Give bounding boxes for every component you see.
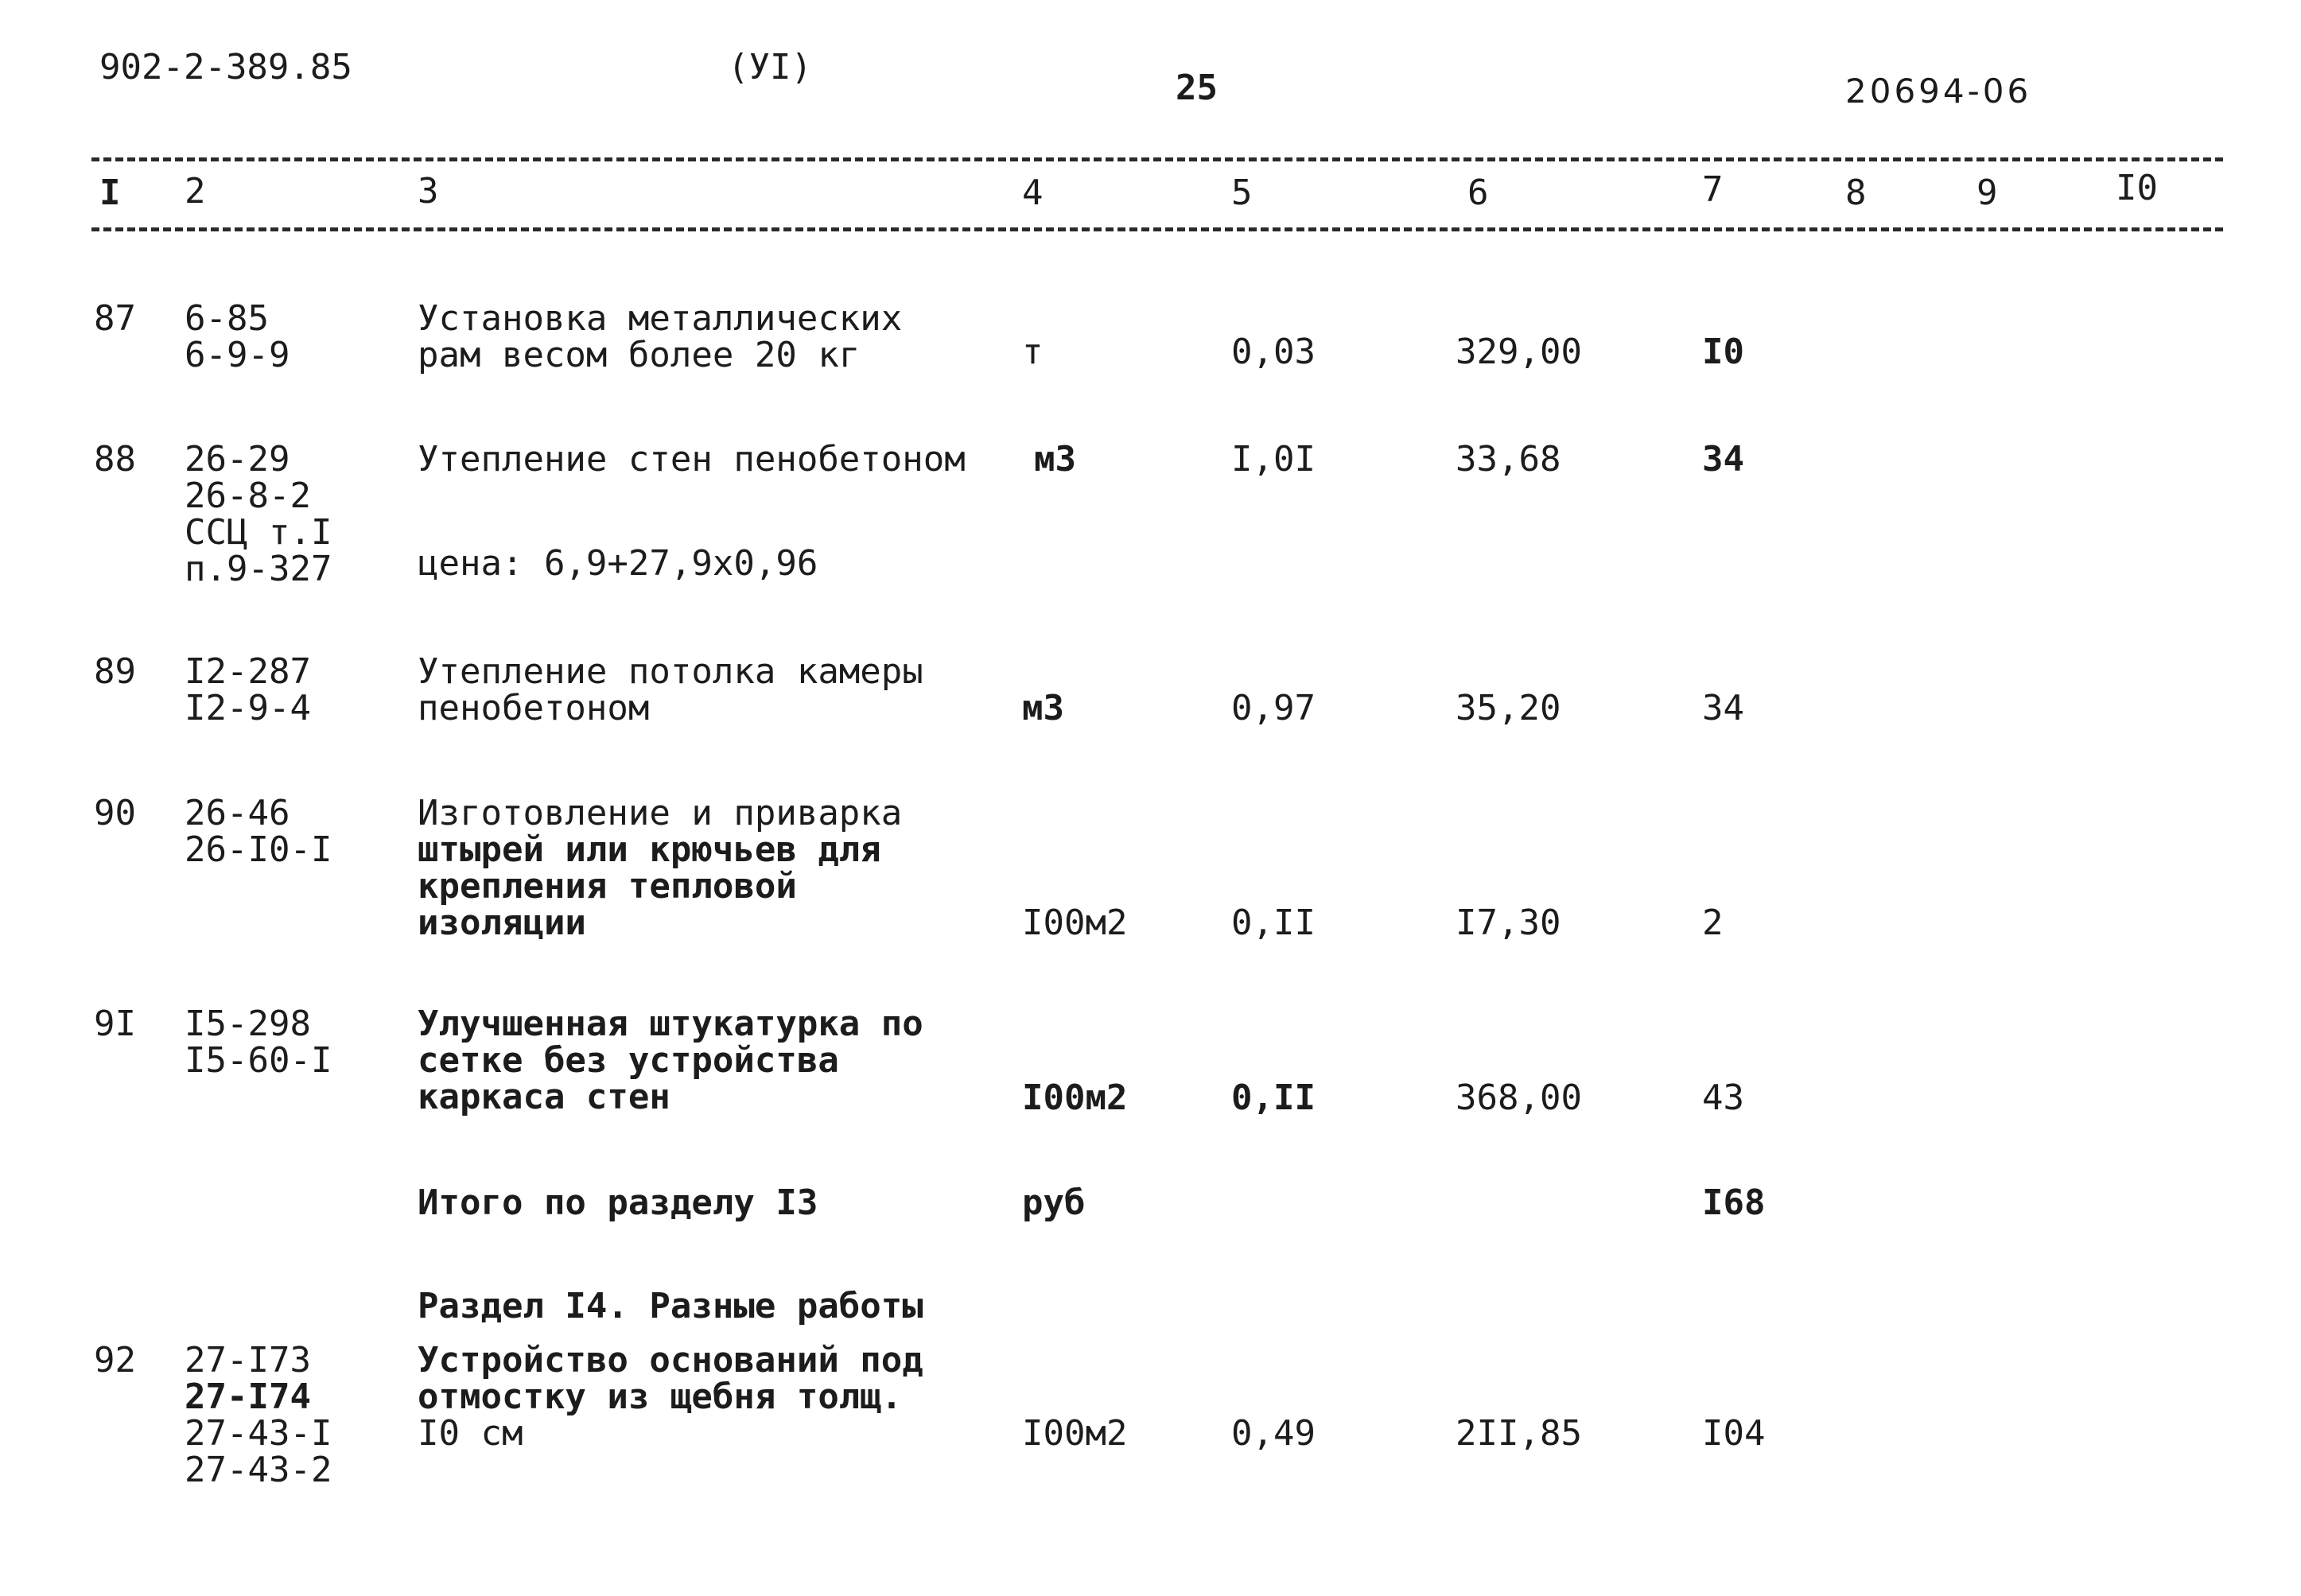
desc-line: Утепление потолка камеры [418,651,923,692]
row-unit-price: 329,00 [1456,332,1582,372]
code-line: 26-8-2 [185,476,311,516]
desc-line: пенобетоном [418,688,650,728]
row-quantity: 0,97 [1231,688,1316,728]
desc-line: Изготовление и приварка [418,793,903,833]
desc-line: Устройство оснований под [418,1340,923,1380]
column-header-4: 4 [1022,173,1044,213]
desc-line: отмостку из щебня толщ. [418,1377,903,1417]
code-line: ССЦ т.I [185,512,332,553]
row-unit-price: 2II,85 [1456,1413,1582,1454]
code-line: 27-43-2 [185,1450,332,1490]
code-line: 26-I0-I [185,829,332,870]
code-line: 26-46 [185,793,290,833]
code-line: 27-I74 [185,1377,311,1417]
row-number: 92 [94,1340,136,1380]
row-description [418,651,923,728]
desc-line: I0 см [418,1413,523,1454]
row-description [418,795,902,942]
row-description [418,298,903,375]
column-header-3: 3 [418,171,439,212]
section-heading: Раздел I4. Разные работы [418,1286,923,1326]
row-unit-price: 33,68 [1456,439,1561,480]
row-quantity: 0,49 [1231,1413,1316,1454]
section-total-value: I68 [1702,1182,1766,1223]
desc-line: Утепление стен пенобетоном [418,439,966,480]
row-unit: I00м2 [1022,903,1128,943]
code-line: 26-29 [185,439,290,480]
code-line: 27-43-I [185,1413,332,1454]
row-unit: т [1022,332,1044,372]
row-codes [185,1006,332,1079]
row-description [418,441,966,478]
row-unit: I00м2 [1022,1413,1128,1454]
desc-line: Улучшенная штукатурка по [418,1004,923,1044]
column-header-9: 9 [1976,173,1998,213]
section-total-label: Итого по разделу I3 [418,1182,818,1223]
row-total: I0 [1702,332,1744,372]
row-codes [185,795,332,868]
page-number: 25 [1176,68,1218,108]
row-total: 34 [1702,688,1744,728]
row-unit-price: 368,00 [1456,1078,1582,1118]
column-header-6: 6 [1467,173,1489,213]
desc-line: рам весом более 20 кг [418,335,861,375]
code-line: I5-298 [185,1004,311,1044]
row-number: 9I [94,1004,136,1044]
row-quantity: I,0I [1231,439,1316,480]
desc-line: изоляции [418,903,586,943]
header-top-rule [91,157,2223,161]
code-line: I5-60-I [185,1040,332,1081]
handwritten-number: 20694-06 [1845,72,2032,111]
desc-line: каркаса стен [418,1077,670,1117]
code-line: 6-85 [185,298,269,339]
code-line: п.9-327 [185,549,332,589]
code-line: I2-9-4 [185,688,311,728]
row-codes [185,651,311,728]
column-header-2: 2 [185,171,206,212]
row-number: 87 [94,298,136,339]
row-total: 43 [1702,1078,1744,1118]
document-code: 902-2-389.85 [99,47,352,87]
row-quantity: 0,II [1231,903,1316,943]
header-bottom-rule [91,227,2223,231]
code-line: I2-287 [185,651,311,692]
desc-line: крепления тепловой [418,866,797,907]
row-description [418,1006,923,1116]
row-total: 34 [1702,439,1744,480]
row-unit-price: 35,20 [1456,688,1561,728]
desc-line: сетке без устройства [418,1040,839,1081]
column-header-7: 7 [1702,169,1724,210]
column-header-1: I [99,173,121,213]
column-header-8: 8 [1845,173,1867,213]
code-line: 27-I73 [185,1340,311,1380]
row-quantity: 0,II [1231,1078,1316,1118]
column-header-10: I0 [2116,168,2158,208]
row-unit: I00м2 [1022,1078,1128,1118]
row-price-note: цена: 6,9+27,9х0,96 [418,543,818,584]
row-codes [185,1342,332,1489]
document-part: (УI) [728,47,812,87]
row-codes [185,298,290,375]
row-unit: м3 [1034,439,1076,480]
row-total: 2 [1702,903,1724,943]
row-quantity: 0,03 [1231,332,1316,372]
code-line: 6-9-9 [185,335,290,375]
row-codes [185,441,332,588]
section-total-unit: руб [1022,1182,1086,1223]
row-description [418,1342,923,1452]
row-total: I04 [1702,1413,1766,1454]
column-header-5: 5 [1231,173,1253,213]
desc-line: Установка металлических [418,298,903,339]
desc-line: штырей или крючьев для [418,829,881,870]
row-number: 88 [94,439,136,480]
row-number: 90 [94,793,136,833]
row-unit-price: I7,30 [1456,903,1561,943]
row-unit: м3 [1022,688,1064,728]
row-number: 89 [94,651,136,692]
